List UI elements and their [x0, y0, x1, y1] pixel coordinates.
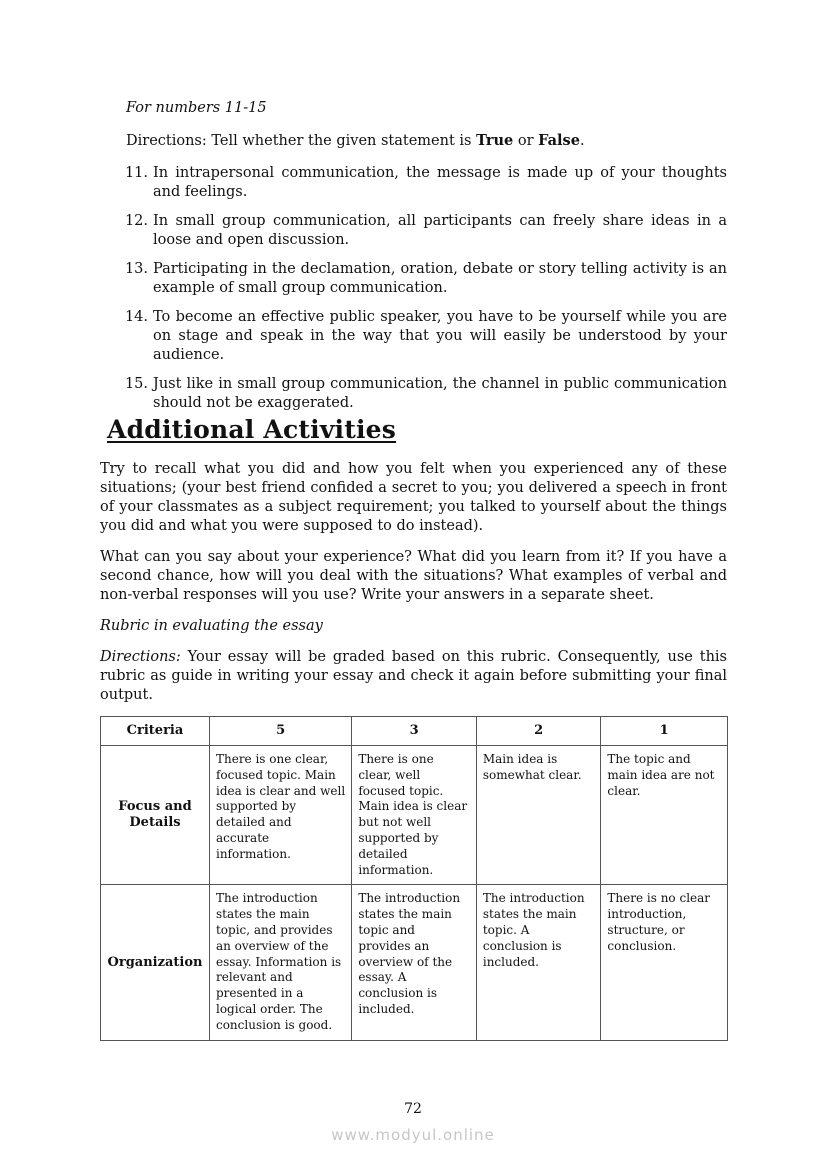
watermark: www.modyul.online: [331, 1126, 495, 1144]
question-text: In small group communication, all participants can freely share ideas in a loose and open discussion.: [153, 213, 727, 248]
additional-activities-heading: Additional Activities: [107, 415, 397, 444]
question-item: [100, 260, 727, 298]
criteria-organization: Organization: [101, 885, 210, 1040]
question-number: 15.: [124, 376, 148, 392]
question-number: 11.: [124, 165, 148, 181]
question-item: [100, 375, 727, 413]
rubric-directions-label: Directions:: [100, 649, 181, 665]
rubric-cell: There is one clear, well focused topic. Main idea is clear but not well supported by detailed information.: [352, 746, 477, 885]
rubric-cell: There is no clear introduction, structure, or conclusion.: [601, 885, 728, 1040]
question-text: In intrapersonal communication, the message is made up of your thoughts and feelings.: [153, 165, 727, 200]
question-text: Participating in the declamation, oration, debate or story telling activity is an example of small group communication.: [153, 261, 727, 296]
rubric-header-row: [101, 717, 728, 746]
rubric-cell: There is one clear, focused topic. Main idea is clear and well supported by detailed and accurate information.: [209, 746, 351, 885]
rubric-cell: The introduction states the main topic, and provides an overview of the essay. Information is relevant and presented in a logical order. The conclusion is good.: [209, 885, 351, 1040]
rubric-directions: [100, 648, 727, 705]
true-word: True: [476, 132, 514, 149]
question-text: Just like in small group communication, the channel in public communication should not be exaggerated.: [153, 376, 727, 411]
rubric-table: [100, 716, 728, 1041]
recall-paragraph: Try to recall what you did and how you felt when you experienced any of these situations; (your best friend confided a secret to you; you delivered a speech in front of your classmates as a subject requirement; you talked to yourself about the things you did and what you were supposed to do instead).: [100, 461, 727, 534]
header-score-5: 5: [209, 717, 351, 746]
header-score-1: 1: [601, 717, 728, 746]
question-item: [100, 308, 727, 365]
for-numbers-label: For numbers 11-15: [126, 100, 267, 116]
question-item: [100, 164, 727, 202]
or-word: or: [513, 133, 539, 149]
question-item: [100, 212, 727, 250]
rubric-title: Rubric in evaluating the essay: [100, 618, 323, 634]
question-list: [100, 164, 727, 423]
header-score-2: 2: [476, 717, 601, 746]
rubric-cell: Main idea is somewhat clear.: [476, 746, 601, 885]
rubric-cell: The introduction states the main topic and provides an overview of the essay. A conclusion is included.: [352, 885, 477, 1040]
header-criteria: Criteria: [101, 717, 210, 746]
question-text: To become an effective public speaker, you have to be yourself while you are on stage and speak in the way that you will easily be understood by your audience.: [153, 309, 727, 363]
header-score-3: 3: [352, 717, 477, 746]
questions-paragraph: What can you say about your experience? What did you learn from it? If you have a second chance, how will you deal with the situations? What examples of verbal and non-verbal responses will you use? Write your answers in a separate sheet.: [100, 549, 727, 603]
directions-suffix: .: [579, 133, 585, 149]
page-number: 72: [404, 1101, 422, 1117]
rubric-directions-text: Your essay will be graded based on this rubric. Consequently, use this rubric as guide in writing your essay and check it again before submitting your final output.: [100, 649, 727, 703]
rubric-row-focus: [101, 746, 728, 885]
rubric-cell: The introduction states the main topic. A conclusion is included.: [476, 885, 601, 1040]
true-false-directions: [126, 131, 585, 151]
rubric-row-organization: [101, 885, 728, 1040]
directions-prefix: Directions: Tell whether the given statement is: [126, 133, 477, 149]
rubric-cell: The topic and main idea are not clear.: [601, 746, 728, 885]
question-number: 14.: [124, 309, 148, 325]
question-number: 12.: [124, 213, 148, 229]
false-word: False: [538, 132, 580, 149]
criteria-focus-and-details: Focus and Details: [101, 746, 210, 885]
question-number: 13.: [124, 261, 148, 277]
